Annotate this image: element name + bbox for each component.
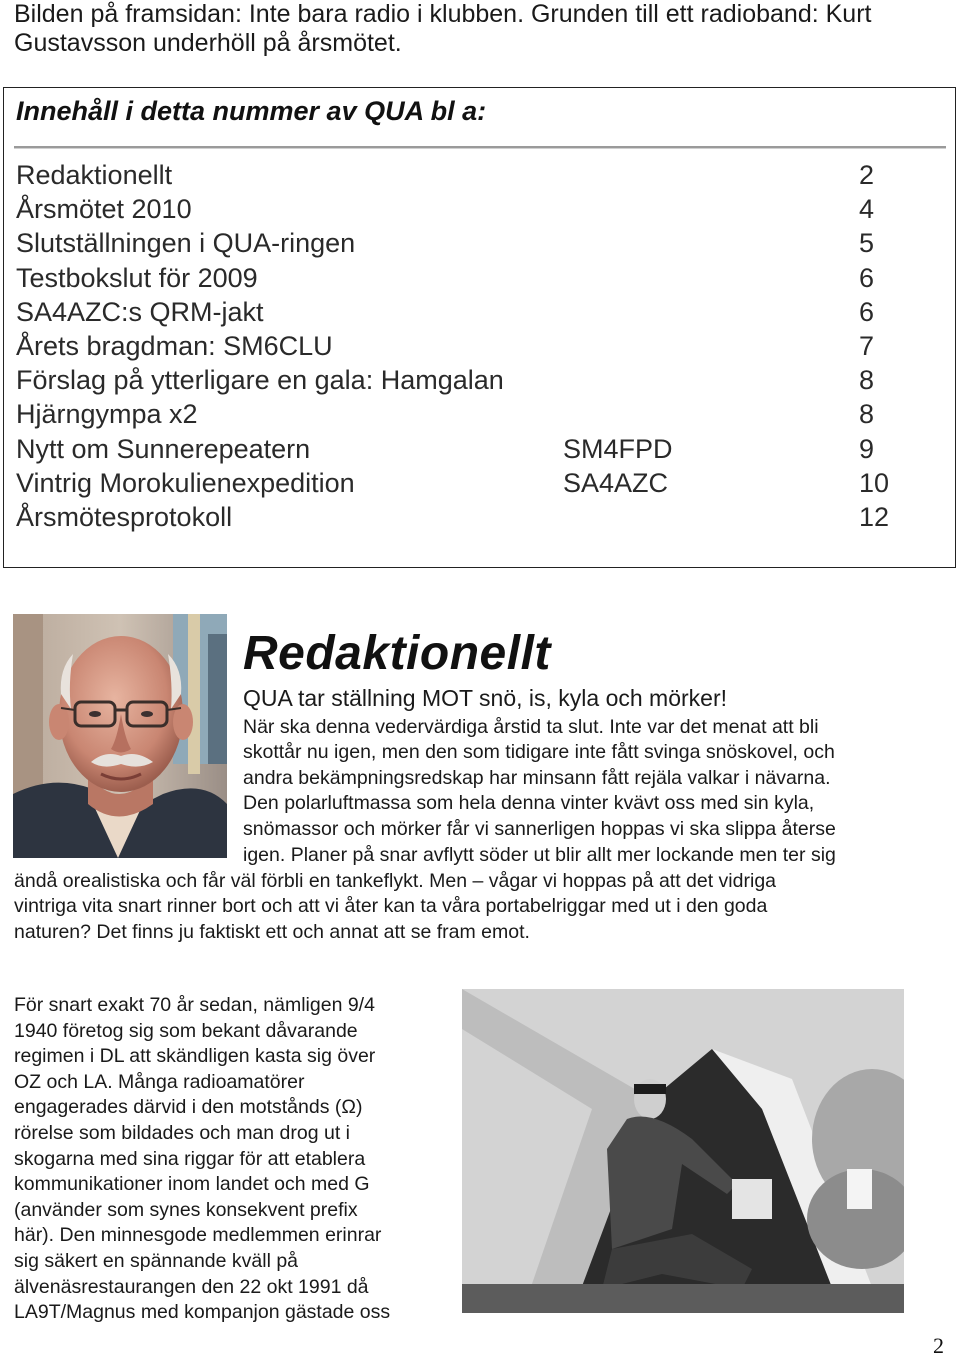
editorial-subtitle: QUA tar ställning MOT snö, is, kyla och mörker! xyxy=(243,685,728,711)
toc-item xyxy=(16,228,946,262)
cover-caption xyxy=(14,0,944,58)
toc-item-page: 4 xyxy=(859,194,875,225)
toc-item-page: 5 xyxy=(859,228,875,259)
toc-item xyxy=(16,331,946,365)
editorial-line: vintriga vita snart rinner bort och att vi åter kan ta våra portabelriggar med ut i den goda xyxy=(14,895,768,917)
editorial-line: ändå orealistiska och får väl förbli en tankeflykt. Men – vågar vi hoppas på att det vidriga xyxy=(14,870,777,892)
editorial-line: naturen? Det finns ju faktiskt ett och annat att se fram emot. xyxy=(14,921,530,943)
story-line: engagerades därvid i den motstånds (Ω) xyxy=(14,1096,363,1119)
story-line: rörelse som bildades och man drog ut i xyxy=(14,1121,351,1144)
toc-item xyxy=(16,365,946,399)
toc-heading: Innehåll i detta nummer av QUA bl a: xyxy=(16,96,487,126)
table-of-contents xyxy=(3,87,956,568)
toc-item-author: SM4FPD xyxy=(563,433,673,464)
toc-item xyxy=(16,399,946,433)
toc-item-title: Testbokslut för 2009 xyxy=(16,262,258,293)
toc-item xyxy=(16,502,946,536)
toc-list xyxy=(16,160,946,536)
story-line: OZ och LA. Många radioamatörer xyxy=(14,1070,305,1093)
editor-portrait-photo xyxy=(13,614,227,858)
toc-item-page: 8 xyxy=(859,399,875,430)
story-line: För snart exakt 70 år sedan, nämligen 9/4 xyxy=(14,994,375,1016)
toc-item-title: Slutställningen i QUA-ringen xyxy=(16,228,356,259)
story-line: 1940 företog sig som bekant dåvarande xyxy=(14,1019,358,1042)
toc-item xyxy=(16,160,946,194)
story-line: regimen i DL att skändligen kasta sig över xyxy=(14,1045,376,1068)
editorial-line: skottår nu igen, men den som tidigare inte fått svinga snöskovel, och xyxy=(243,741,835,763)
editorial-line: Den polarluftmassa som hela denna vinter kvävt oss med sin kyla, xyxy=(243,792,815,814)
toc-divider xyxy=(14,146,946,149)
editorial-line: igen. Planer på snar avflytt söder ut blir allt mer lockande men ter sig xyxy=(243,844,836,866)
toc-item-page: 9 xyxy=(859,433,875,464)
toc-item-title: Årets bragdman: SM6CLU xyxy=(16,330,333,361)
toc-item-title: Nytt om Sunnerepeatern xyxy=(16,433,311,464)
editorial-title: Redaktionellt xyxy=(243,627,551,680)
toc-item-page: 10 xyxy=(859,467,890,498)
toc-item xyxy=(16,434,946,468)
story-line: LA9T/Magnus med kompanjon gästade oss xyxy=(14,1301,391,1324)
story-line: här). Den minnesgode medlemmen erinrar xyxy=(14,1224,382,1247)
toc-item xyxy=(16,297,946,331)
story-line: (använder som synes konsekvent prefix xyxy=(14,1198,358,1221)
editorial-line: snömassor och mörker får vi sannerligen hoppas vi ska slippa återse xyxy=(243,818,836,840)
toc-item-title: Redaktionellt xyxy=(16,160,173,190)
toc-item-page: 6 xyxy=(859,262,875,293)
toc-item-page: 8 xyxy=(859,365,875,396)
editorial-line: andra bekämpningsredskap har minsann fått rejäla valkar i nävarna. xyxy=(243,767,831,789)
toc-item-title: Årsmötet 2010 xyxy=(16,194,192,225)
editorial-line: När ska denna vedervärdiga årstid ta slut. Inte var det menat att bli xyxy=(243,716,819,738)
story-line: skogarna med sina riggar för att etablera xyxy=(14,1147,366,1170)
toc-item xyxy=(16,194,946,228)
toc-item xyxy=(16,263,946,297)
toc-item-page: 12 xyxy=(859,501,890,532)
story-line: sig säkert en spännande kväll på xyxy=(14,1249,299,1272)
toc-item-title: SA4AZC:s QRM-jakt xyxy=(16,296,264,327)
toc-item-title: Hjärngympa x2 xyxy=(16,399,198,430)
toc-item-title: Förslag på ytterligare en gala: Hamgalan xyxy=(16,365,504,396)
tent-radio-photo xyxy=(462,989,904,1313)
page-number: 2 xyxy=(933,1333,944,1358)
story-line: älvenäsrestaurangen den 22 okt 1991 då xyxy=(14,1275,369,1298)
toc-item xyxy=(16,468,946,502)
story-line: kommunikationer inom landet och med G xyxy=(14,1173,370,1196)
toc-item-page: 2 xyxy=(859,160,875,190)
caption-line: Bilden på framsidan: Inte bara radio i klubben. Grunden till ett radioband: Kurt xyxy=(14,0,872,28)
toc-item-title: Vintrig Morokulienexpedition xyxy=(16,467,355,498)
story-column xyxy=(14,994,444,1327)
toc-item-title: Årsmötesprotokoll xyxy=(16,501,233,532)
toc-item-page: 6 xyxy=(859,296,875,327)
toc-item-author: SA4AZC xyxy=(563,467,669,498)
toc-item-page: 7 xyxy=(859,330,875,361)
caption-line: Gustavsson underhöll på årsmötet. xyxy=(14,29,402,57)
